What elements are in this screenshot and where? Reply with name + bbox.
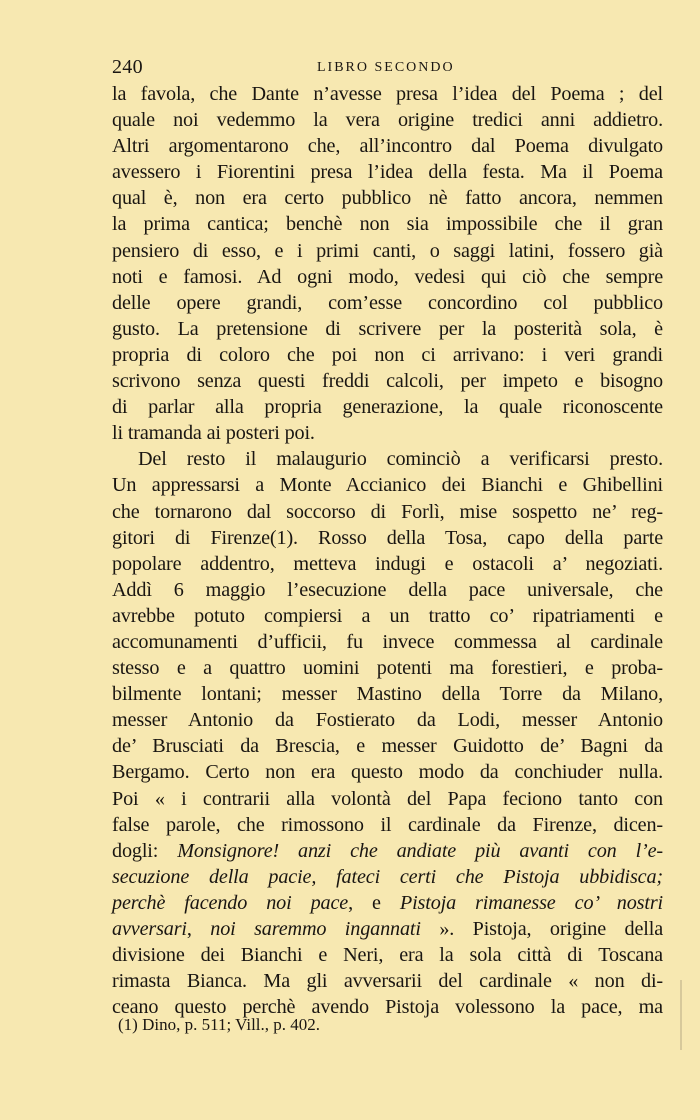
text-line: ceano questo perchè avendo Pistoja volessono la pace, ma (112, 996, 663, 1019)
text-line: li tramanda ai posteri poi. (112, 422, 315, 445)
text-line: propria di coloro che poi non ci arrivano: i veri grandi (112, 343, 663, 366)
page-header (112, 56, 662, 80)
text-line: qual è, non era certo pubblico nè fatto ancora, nemmen (112, 187, 663, 210)
text-fragment: , (186, 918, 211, 940)
text-line: de’ Brusciati da Brescia, e messer Guidotto de’ Bagni da (112, 735, 663, 758)
text-line: pensiero di esso, e i primi canti, o saggi latini, fossero già (112, 239, 663, 262)
italic-quote: perchè facendo noi pace (112, 891, 349, 914)
text-line: stesso e a quattro uomini potenti ma forestieri, e proba- (112, 657, 663, 680)
text-line: gusto. La pretensione di scrivere per la posterità sola, è (112, 317, 663, 340)
text-line: noti e famosi. Ad ogni modo, vedesi qui ciò che sempre (112, 265, 663, 288)
footnote: (1) Dino, p. 511; Vill., p. 402. (118, 1015, 321, 1034)
text-line: accomunamenti d’ufficii, fu invece commessa al cardinale (112, 630, 663, 653)
running-head: LIBRO SECONDO (317, 60, 455, 75)
text-fragment: dogli: (112, 839, 178, 862)
text-line: avrebbe potuto compiersi a un tratto co’ ripatriamenti e (112, 604, 663, 627)
text-line: Del resto il malaugurio cominciò a verificarsi presto. (138, 448, 663, 471)
text-line: Poi « i contrarii alla volontà del Papa feciono tanto con (112, 787, 663, 810)
text-line: di parlar alla propria generazione, la quale riconoscente (112, 396, 663, 419)
text-fragment: , e (348, 891, 400, 914)
italic-quote: secuzione della pacie, fateci certi che Pistoja ubbidisca; (112, 865, 663, 888)
text-line: Addì 6 maggio l’esecuzione della pace universale, che (112, 578, 663, 601)
text-fragment: ». Pistoja, origine della (420, 918, 663, 940)
page-number: 240 (112, 56, 143, 78)
text-line: rimasta Bianca. Ma gli avversarii del cardinale « non di- (112, 970, 663, 993)
text-line: scrivono senza questi freddi calcoli, per impeto e bisogno (112, 370, 663, 393)
text-line: popolare addentro, metteva indugi e ostacoli a’ negoziati. (112, 552, 663, 575)
italic-quote: Monsignore! anzi che andiate più avanti con l’e- (177, 839, 663, 862)
text-line: divisione dei Bianchi e Neri, era la sola città di Toscana (112, 944, 663, 967)
italic-quote: noi saremmo ingannati (210, 918, 421, 940)
text-line: Un appressarsi a Monte Accianico dei Bianchi e Ghibellini (112, 474, 663, 497)
text-line (112, 838, 663, 864)
text-line (112, 916, 663, 942)
text-line: che tornarono dal soccorso di Forlì, mise sospetto ne’ reg- (112, 500, 663, 523)
italic-quote: avversari (112, 918, 187, 940)
text-line: delle opere grandi, com’esse concordino col pubblico (112, 291, 663, 314)
text-line: false parole, che rimossono il cardinale da Firenze, dicen- (112, 813, 663, 836)
text-line: Bergamo. Certo non era questo modo da conchiuder nulla. (112, 761, 663, 784)
text-line: Altri argomentarono che, all’incontro dal Poema divulgato (112, 135, 663, 158)
page-edge-mark (680, 980, 682, 1050)
text-line: messer Antonio da Fostierato da Lodi, messer Antonio (112, 709, 663, 732)
text-line: avessero i Fiorentini presa l’idea della festa. Ma il Poema (112, 161, 663, 184)
text-line: gitori di Firenze(1). Rosso della Tosa, capo della parte (112, 526, 663, 549)
text-line: quale noi vedemmo la vera origine tredici anni addietro. (112, 109, 663, 132)
text-line: la prima cantica; benchè non sia impossibile che il gran (112, 213, 663, 236)
text-line: bilmente lontani; messer Mastino della Torre da Milano, (112, 683, 663, 706)
text-line (112, 890, 663, 916)
text-line: la favola, che Dante n’avesse presa l’idea del Poema ; del (112, 83, 663, 105)
body-text (112, 81, 663, 1020)
text-line (112, 864, 663, 890)
italic-quote: Pistoja rimanesse co’ nostri (399, 891, 663, 914)
